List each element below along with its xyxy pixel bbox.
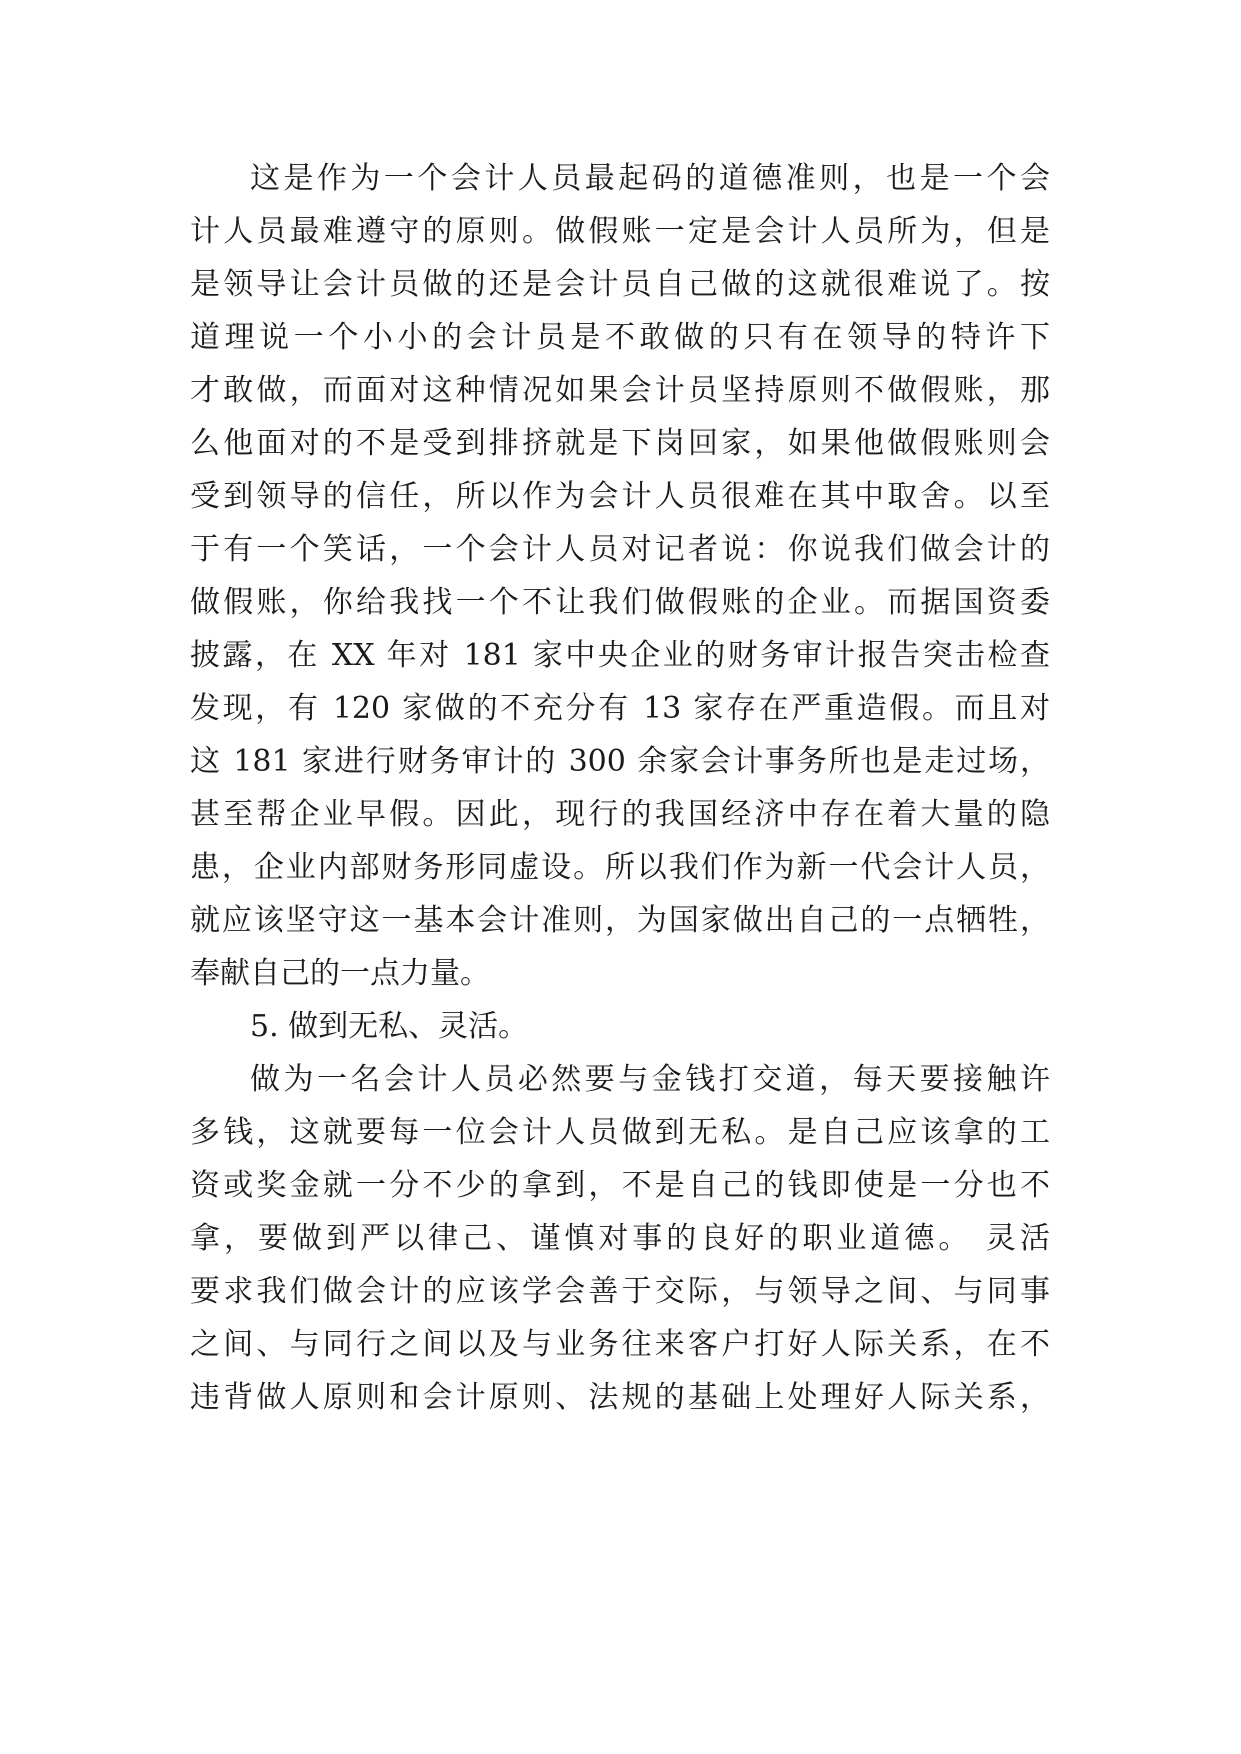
paragraph-line: 违背做人原则和会计原则、法规的基础上处理好人际关系，: [190, 1380, 1050, 1415]
paragraph-line: 甚至帮企业早假。因此，现行的我国经济中存在着大量的隐: [190, 797, 1050, 832]
paragraph-line: 患，企业内部财务形同虚设。所以我们作为新一代会计人员，: [190, 850, 1050, 885]
paragraph-line: 这 181 家进行财务审计的 300 余家会计事务所也是走过场，: [190, 744, 1050, 779]
paragraph-line: 资或奖金就一分不少的拿到，不是自己的钱即使是一分也不: [190, 1168, 1050, 1203]
paragraph-line: 是领导让会计员做的还是会计员自己做的这就很难说了。按: [190, 267, 1050, 302]
paragraph-line: 披露，在 XX 年对 181 家中央企业的财务审计报告突击检查: [190, 638, 1050, 673]
paragraph-line: 受到领导的信任，所以作为会计人员很难在其中取舍。以至: [190, 479, 1050, 514]
paragraph-line: 才敢做，而面对这种情况如果会计员坚持原则不做假账，那: [190, 373, 1050, 408]
paragraph-line: 这是作为一个会计人员最起码的道德准则，也是一个会: [250, 161, 1050, 196]
paragraph-line: 拿，要做到严以律己、谨慎对事的良好的职业道德。 灵活: [190, 1221, 1050, 1256]
paragraph-line: 计人员最难遵守的原则。做假账一定是会计人员所为，但是: [190, 214, 1050, 249]
paragraph-line: 道理说一个小小的会计员是不敢做的只有在领导的特许下: [190, 320, 1050, 355]
paragraph-line: 就应该坚守这一基本会计准则，为国家做出自己的一点牺牲，: [190, 903, 1050, 938]
paragraph-line: 做为一名会计人员必然要与金钱打交道，每天要接触许: [250, 1062, 1050, 1097]
paragraph-line: 要求我们做会计的应该学会善于交际，与领导之间、与同事: [190, 1274, 1050, 1309]
paragraph-line: 么他面对的不是受到排挤就是下岗回家，如果他做假账则会: [190, 426, 1050, 461]
paragraph-line: 发现，有 120 家做的不充分有 13 家存在严重造假。而且对: [190, 691, 1050, 726]
paragraph-line: 奉献自己的一点力量。: [190, 956, 490, 991]
paragraph-line: 多钱，这就要每一位会计人员做到无私。是自己应该拿的工: [190, 1115, 1050, 1150]
paragraph-line: 之间、与同行之间以及与业务往来客户打好人际关系，在不: [190, 1327, 1050, 1362]
paragraph-line: 做假账，你给我找一个不让我们做假账的企业。而据国资委: [190, 585, 1050, 620]
section-heading: 5. 做到无私、灵活。: [250, 1009, 529, 1044]
paragraph-line: 于有一个笑话，一个会计人员对记者说：你说我们做会计的: [190, 532, 1050, 567]
body-text: [190, 152, 1050, 1424]
